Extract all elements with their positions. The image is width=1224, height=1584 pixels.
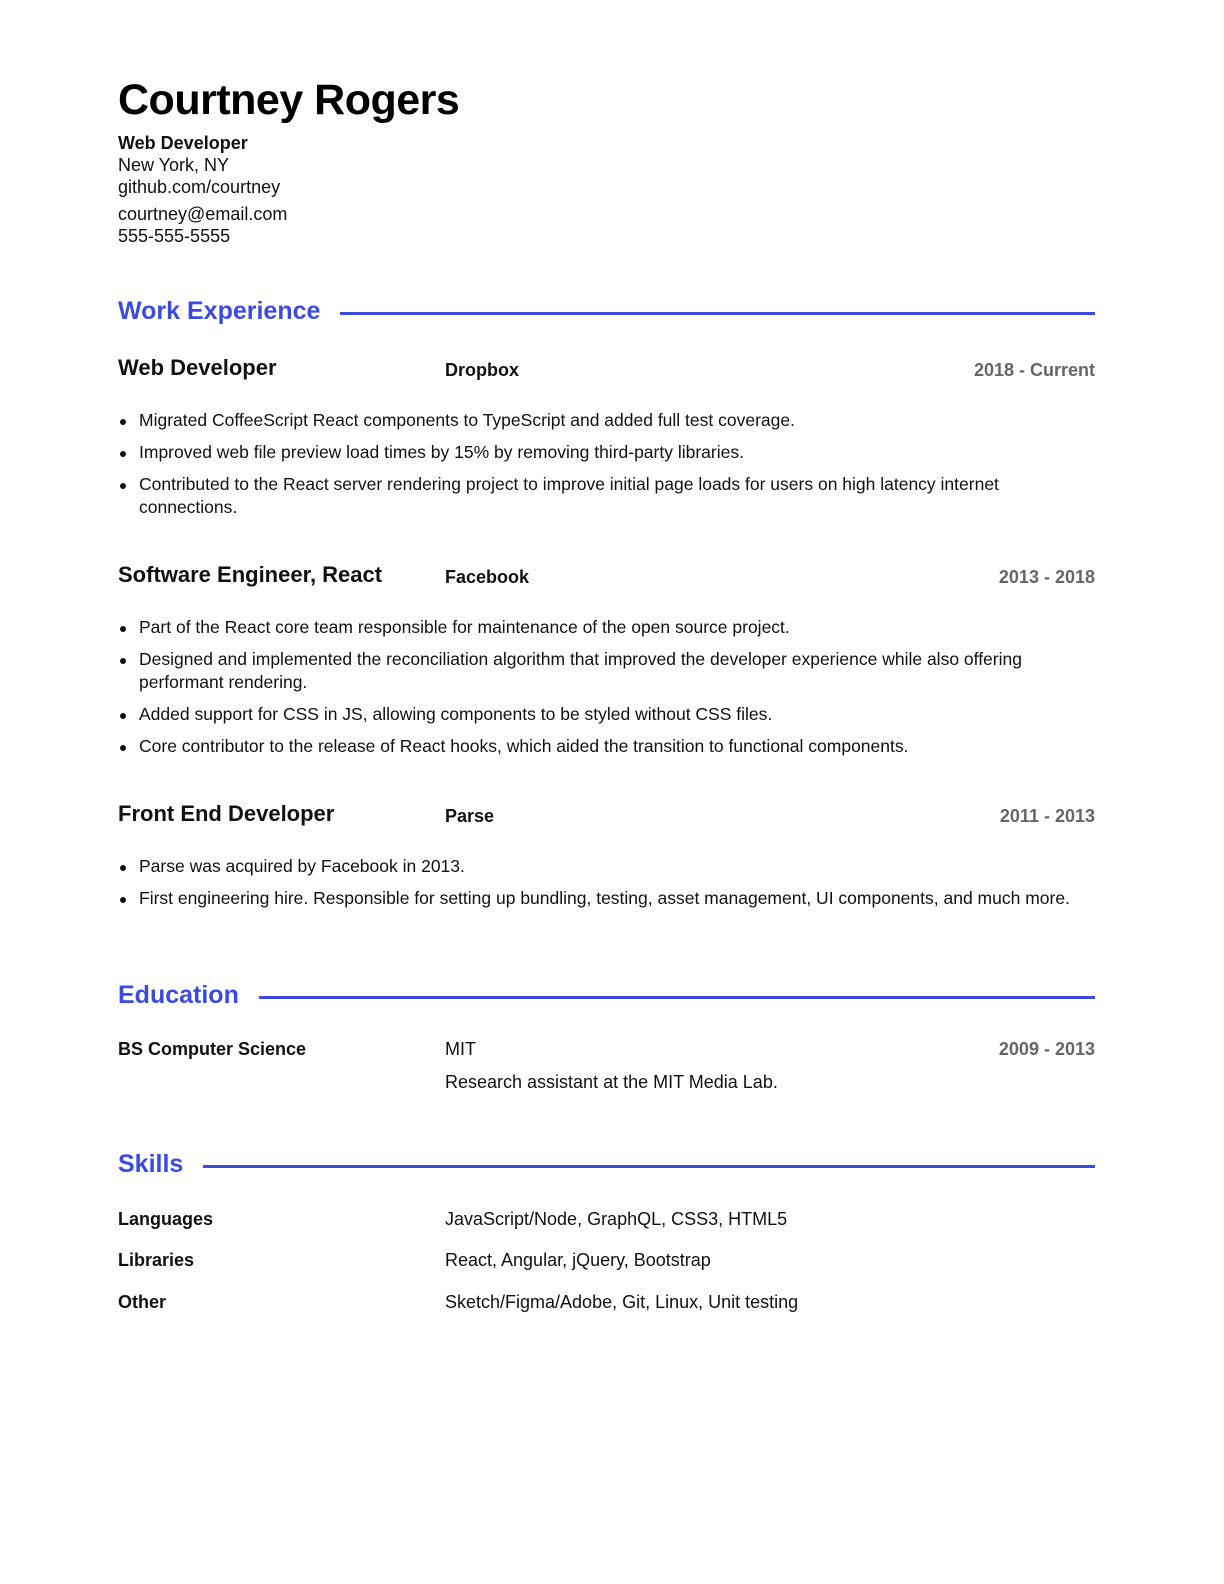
skill-category: Other — [118, 1292, 167, 1312]
candidate-name: Courtney Rogers — [118, 76, 460, 124]
job-bullets — [118, 409, 1095, 528]
job-dates: 2011 - 2013 — [999, 806, 1095, 826]
section-divider — [340, 312, 1095, 315]
section-divider — [203, 1165, 1095, 1168]
website-link[interactable]: github.com/courtney — [118, 177, 281, 197]
job-bullet: Added support for CSS in JS, allowing components to be styled without CSS files. — [118, 703, 1095, 726]
section-work-experience — [118, 294, 1095, 328]
job-dates: 2018 - Current — [973, 360, 1095, 380]
section-education — [118, 978, 1095, 1012]
skill-items: React, Angular, jQuery, Bootstrap — [445, 1250, 711, 1270]
email-link[interactable]: courtney@email.com — [118, 204, 288, 224]
job-dates: 2013 - 2018 — [998, 567, 1095, 587]
job-entry-header — [118, 799, 1095, 829]
job-headline: Web Developer — [118, 133, 248, 153]
job-bullet: Part of the React core team responsible for maintenance of the open source project. — [118, 616, 1095, 639]
job-entry-header — [118, 560, 1095, 590]
location: New York, NY — [118, 155, 230, 175]
job-bullet: Parse was acquired by Facebook in 2013. — [118, 855, 1095, 878]
skill-category: Libraries — [118, 1250, 195, 1270]
education-dates: 2009 - 2013 — [998, 1039, 1095, 1059]
section-title-education: Education — [118, 980, 239, 1009]
section-divider — [259, 996, 1095, 999]
job-bullet: Migrated CoffeeScript React components to TypeScript and added full test coverage. — [118, 409, 1095, 432]
job-company: Facebook — [445, 567, 530, 587]
job-bullet: First engineering hire. Responsible for setting up bundling, testing, asset management, UI components, and much more. — [118, 887, 1095, 910]
job-bullet: Designed and implemented the reconciliation algorithm that improved the developer experience while also offering performant rendering. — [118, 648, 1095, 694]
school: MIT — [445, 1039, 476, 1059]
skill-row — [118, 1206, 1095, 1232]
job-bullet: Core contributor to the release of React hooks, which aided the transition to functional components. — [118, 735, 1095, 758]
job-title: Front End Developer — [118, 801, 335, 826]
job-bullet: Contributed to the React server rendering project to improve initial page loads for users on high latency internet connections. — [118, 473, 1095, 519]
job-bullet: Improved web file preview load times by 15% by removing third-party libraries. — [118, 441, 1095, 464]
skill-row — [118, 1247, 1095, 1273]
job-company: Dropbox — [445, 360, 519, 380]
skill-items: Sketch/Figma/Adobe, Git, Linux, Unit testing — [445, 1292, 799, 1312]
job-title: Software Engineer, React — [118, 562, 383, 587]
job-bullets — [118, 855, 1095, 919]
job-entry-header — [118, 353, 1095, 383]
contact-block — [118, 132, 287, 247]
section-title-skills: Skills — [118, 1149, 184, 1178]
skill-items: JavaScript/Node, GraphQL, CSS3, HTML5 — [445, 1209, 788, 1229]
section-title-work: Work Experience — [118, 296, 321, 325]
phone-number: 555-555-5555 — [118, 226, 231, 246]
education-entry — [118, 1036, 1095, 1062]
job-company: Parse — [445, 806, 495, 826]
skill-category: Languages — [118, 1209, 214, 1229]
job-bullets — [118, 616, 1095, 767]
education-note: Research assistant at the MIT Media Lab. — [445, 1072, 778, 1092]
degree: BS Computer Science — [118, 1039, 307, 1059]
job-title: Web Developer — [118, 355, 277, 380]
skill-row — [118, 1289, 1095, 1315]
section-skills — [118, 1147, 1095, 1181]
